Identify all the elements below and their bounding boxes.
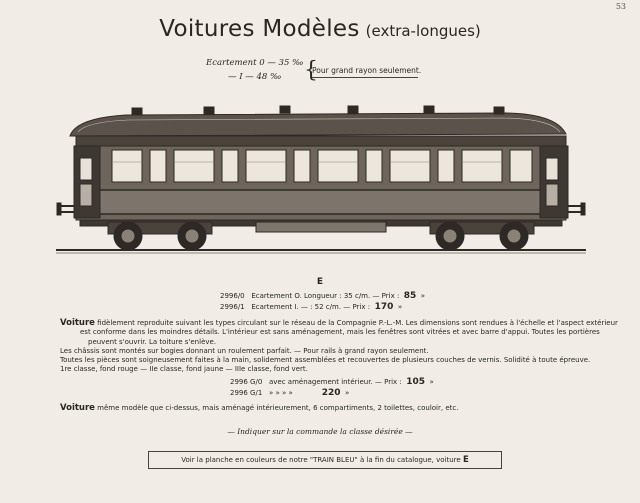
model-ref: 2996/1 (220, 303, 245, 311)
model-suffix: » (429, 378, 434, 386)
description-paragraph (60, 318, 618, 375)
description-line: Voiture même modèle que ci-dessus, mais aménagé intérieurement, 6 compartiments, 2 toilettes, couloir, etc. (60, 403, 459, 413)
model-row (220, 291, 425, 301)
model-row (230, 377, 434, 387)
gauge-note-rule (312, 77, 418, 78)
model-ref: 2996/0 (220, 292, 245, 300)
model-price: 105 (406, 377, 426, 387)
title-sub: (extra-longues) (365, 22, 481, 40)
footer-letter: E (462, 455, 469, 465)
model-price: 170 (374, 302, 394, 312)
model-desc: avec aménagement intérieur. — Prix : (268, 378, 402, 386)
model-desc: Ecartement O. Longueur : 35 c/m. — Prix : (251, 292, 400, 300)
footer-text: Voir la planche en couleurs de notre "TRAIN BLEU" à la fin du catalogue, voiture (181, 456, 461, 464)
model-desc: » » » » (268, 389, 293, 397)
description-line: Voiture fidèlement reproduite suivant les types circulant sur le réseau de la Compagnie P.-L.-M. Les dimensions sont rendues à l'échelle et l'aspect extérieur (60, 318, 618, 328)
gauge-note: Pour grand rayon seulement. (312, 66, 422, 75)
gauge-line-1: — I — 48 ‰ (228, 72, 282, 82)
description-paragraph-2 (60, 404, 590, 413)
railway-passenger-car-icon (56, 102, 586, 254)
description-lead: Voiture (60, 318, 95, 328)
description-line: est conforme dans les moindres détails. L'intérieur est sans aménagement, mais les fenêtres sont vitrées et avec barre d'appui. Toutes les portières (80, 328, 600, 337)
page-number: 53 (615, 2, 626, 11)
title-main: Voitures Modèles (159, 16, 360, 42)
gauge-line-0: Ecartement 0 — 35 ‰ (206, 58, 304, 68)
model-letter: E (316, 277, 324, 287)
model-suffix: » (397, 303, 403, 311)
page-title (0, 16, 640, 42)
model-suffix: » (344, 389, 350, 397)
model-price: 85 (403, 291, 417, 301)
description-line: Toutes les pièces sont soigneusement faites à la main, solidement assemblées et recouvertes de plusieurs couches de vernis. Solidité à toute épreuve. (60, 356, 591, 365)
model-row (230, 388, 349, 398)
gauge-block (0, 58, 640, 88)
description-line: peuvent s'ouvrir. La toiture s'enlève. (88, 337, 217, 346)
description-lead: Voiture (60, 403, 95, 413)
model-suffix: » (420, 292, 426, 300)
brace-icon: { (304, 58, 318, 83)
model-desc: Ecartement I. — : 52 c/m. — Prix : (251, 303, 371, 311)
description-line: 1re classe, fond rouge — IIe classe, fond jaune — IIIe classe, fond vert. (60, 365, 308, 374)
model-price: 220 (321, 388, 341, 398)
footer-box (148, 451, 502, 469)
order-note: — Indiquer sur la commande la classe désirée — (227, 427, 413, 436)
description-line: Les châssis sont montés sur bogies donnant un roulement parfait. — Pour rails à grand rayon seulement. (60, 346, 429, 355)
model-row (220, 302, 402, 312)
model-ref: 2996 G/1 (230, 389, 263, 397)
model-ref: 2996 G/0 (230, 378, 263, 386)
